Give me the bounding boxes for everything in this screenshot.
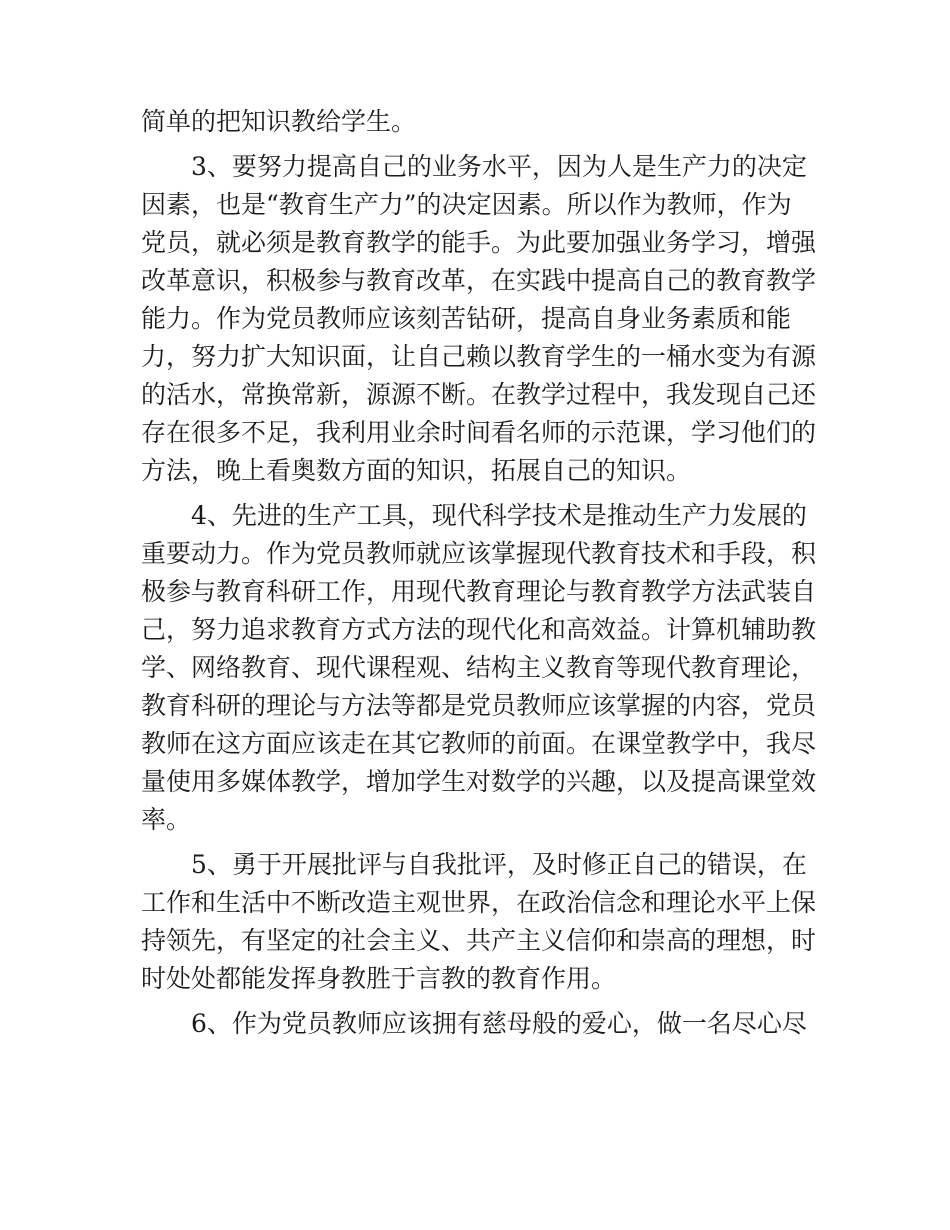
paragraph-item-5 (141, 846, 817, 998)
text-line: 时处处都能发挥身教胜于言教的教育作用。 (141, 964, 617, 993)
text-line: 量使用多媒体教学，增加学生对数学的兴趣，以及提高课堂效 (141, 767, 817, 796)
text-line: 己，努力追求教育方式方法的现代化和高效益。计算机辅助教 (141, 615, 817, 644)
text-line: 的活水，常换常新，源源不断。在教学过程中，我发现自己还 (141, 380, 817, 409)
text-line: 党员，就必须是教育教学的能手。为此要加强业务学习，增强 (141, 228, 817, 257)
text-line: 因素，也是“教育生产力”的决定因素。所以作为教师，作为 (141, 190, 792, 219)
text-line: 存在很多不足，我利用业余时间看名师的示范课，学习他们的 (141, 418, 817, 447)
text-line: 教育科研的理论与方法等都是党员教师应该掌握的内容，党员 (141, 691, 817, 720)
text-line: 改革意识，积极参与教育改革，在实践中提高自己的教育教学 (141, 266, 817, 295)
paragraph-continuation (141, 103, 811, 141)
document-body (141, 103, 817, 1043)
text-line: 4、先进的生产工具，现代科学技术是推动生产力发展的 (191, 501, 807, 530)
text-line: 率。 (141, 805, 192, 834)
text-line: 极参与教育科研工作，用现代教育理论与教育教学方法武装自 (141, 577, 817, 606)
text-line: 持领先，有坚定的社会主义、共产主义信仰和崇高的理想，时 (141, 926, 817, 955)
text-line: 力，努力扩大知识面，让自己赖以教育学生的一桶水变为有源 (141, 342, 817, 371)
text-line: 学、网络教育、现代课程观、结构主义教育等现代教育理论， (141, 653, 817, 682)
text-line: 工作和生活中不断改造主观世界，在政治信念和理论水平上保 (141, 888, 817, 917)
text-line: 简单的把知识教给学生。 (141, 107, 417, 136)
text-line: 方法，晚上看奥数方面的知识，拓展自己的知识。 (141, 456, 692, 485)
text-line: 能力。作为党员教师应该刻苦钻研，提高自身业务素质和能 (141, 304, 792, 333)
text-line: 5、勇于开展批评与自我批评，及时修正自己的错误，在 (191, 850, 807, 879)
text-line: 重要动力。作为党员教师就应该掌握现代教育技术和手段，积 (141, 539, 817, 568)
text-line: 3、要努力提高自己的业务水平，因为人是生产力的决定 (191, 152, 807, 181)
paragraph-item-3 (141, 148, 817, 490)
text-line: 教师在这方面应该走在其它教师的前面。在课堂教学中，我尽 (141, 729, 817, 758)
paragraph-item-4 (141, 497, 817, 839)
text-line: 6、作为党员教师应该拥有慈母般的爱心，做一名尽心尽 (191, 1009, 807, 1038)
paragraph-item-6 (141, 1005, 811, 1043)
